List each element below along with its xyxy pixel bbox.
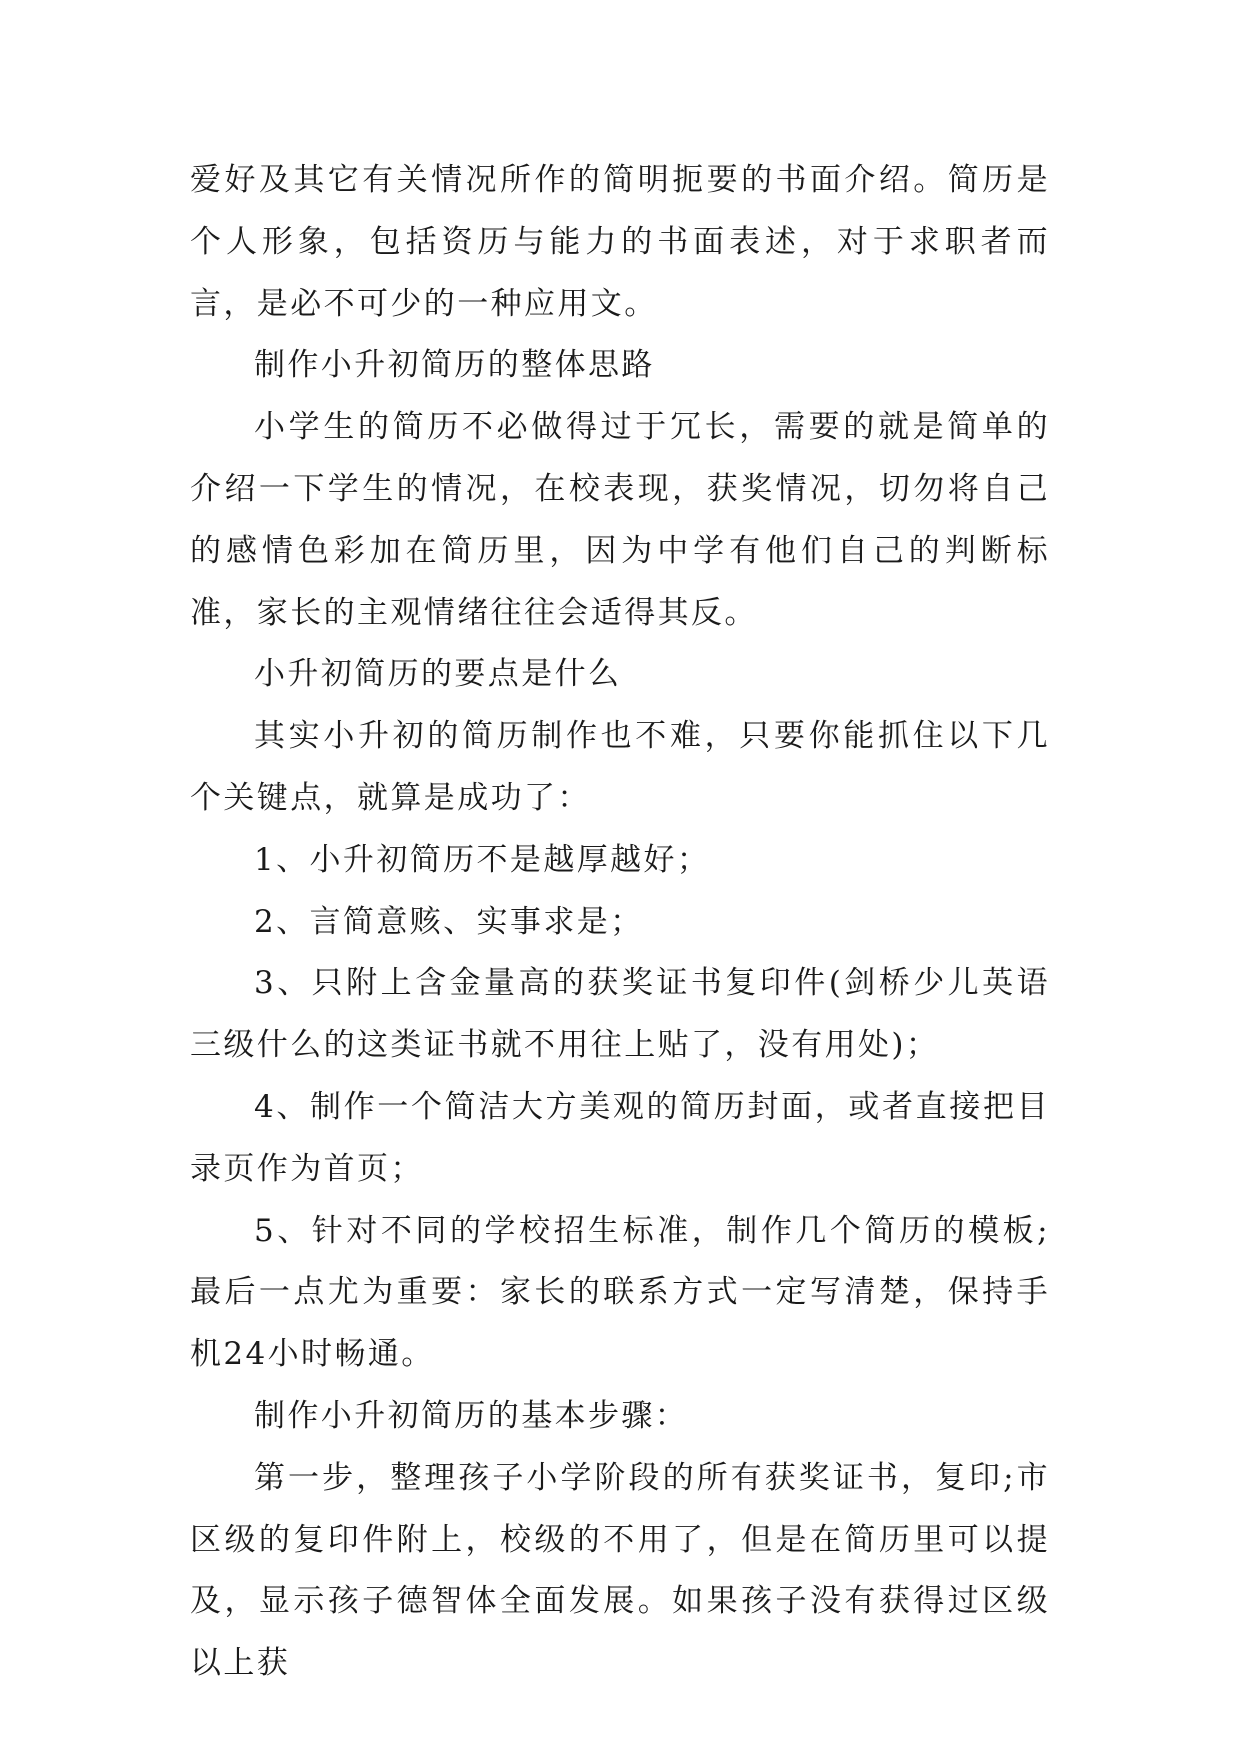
paragraph-key-points-intro: 其实小升初的简历制作也不难，只要你能抓住以下几个关键点，就算是成功了：: [190, 718, 1050, 816]
paragraph-resume-definition: 爱好及其它有关情况所作的简明扼要的书面介绍。简历是个人形象，包括资历与能力的书面表述，对于求职者而言，是必不可少的一种应用文。: [190, 162, 1050, 322]
body-text: [190, 150, 1050, 1695]
list-item-4: 4、制作一个简洁大方美观的简历封面，或者直接把目录页作为首页；: [190, 1088, 1050, 1187]
heading-overall-approach: 制作小升初简历的整体思路: [254, 347, 655, 384]
paragraph-step-one: 第一步，整理孩子小学阶段的所有获奖证书，复印;市区级的复印件附上，校级的不用了，但是在简历里可以提及，显示孩子德智体全面发展。如果孩子没有获得过区级以上获: [190, 1459, 1050, 1682]
list-item-5: 5、针对不同的学校招生标准，制作几个简历的模板;最后一点尤为重要：家长的联系方式一定写清楚，保持手机24小时畅通。: [190, 1212, 1050, 1373]
list-item-3: 3、只附上含金量高的获奖证书复印件(剑桥少儿英语三级什么的这类证书就不用往上贴了，没有用处)；: [190, 965, 1050, 1064]
heading-key-points: 小升初简历的要点是什么: [254, 656, 622, 693]
heading-basic-steps: 制作小升初简历的基本步骤：: [254, 1397, 689, 1434]
list-item-1: 1、小升初简历不是越厚越好；: [254, 841, 711, 878]
paragraph-overall-approach: 小学生的简历不必做得过于冗长，需要的就是简单的介绍一下学生的情况，在校表现，获奖情况，切勿将自己的感情色彩加在简历里，因为中学有他们自己的判断标准，家长的主观情绪往往会适得其反。: [190, 409, 1050, 631]
list-item-2: 2、言简意赅、实事求是；: [254, 903, 644, 940]
